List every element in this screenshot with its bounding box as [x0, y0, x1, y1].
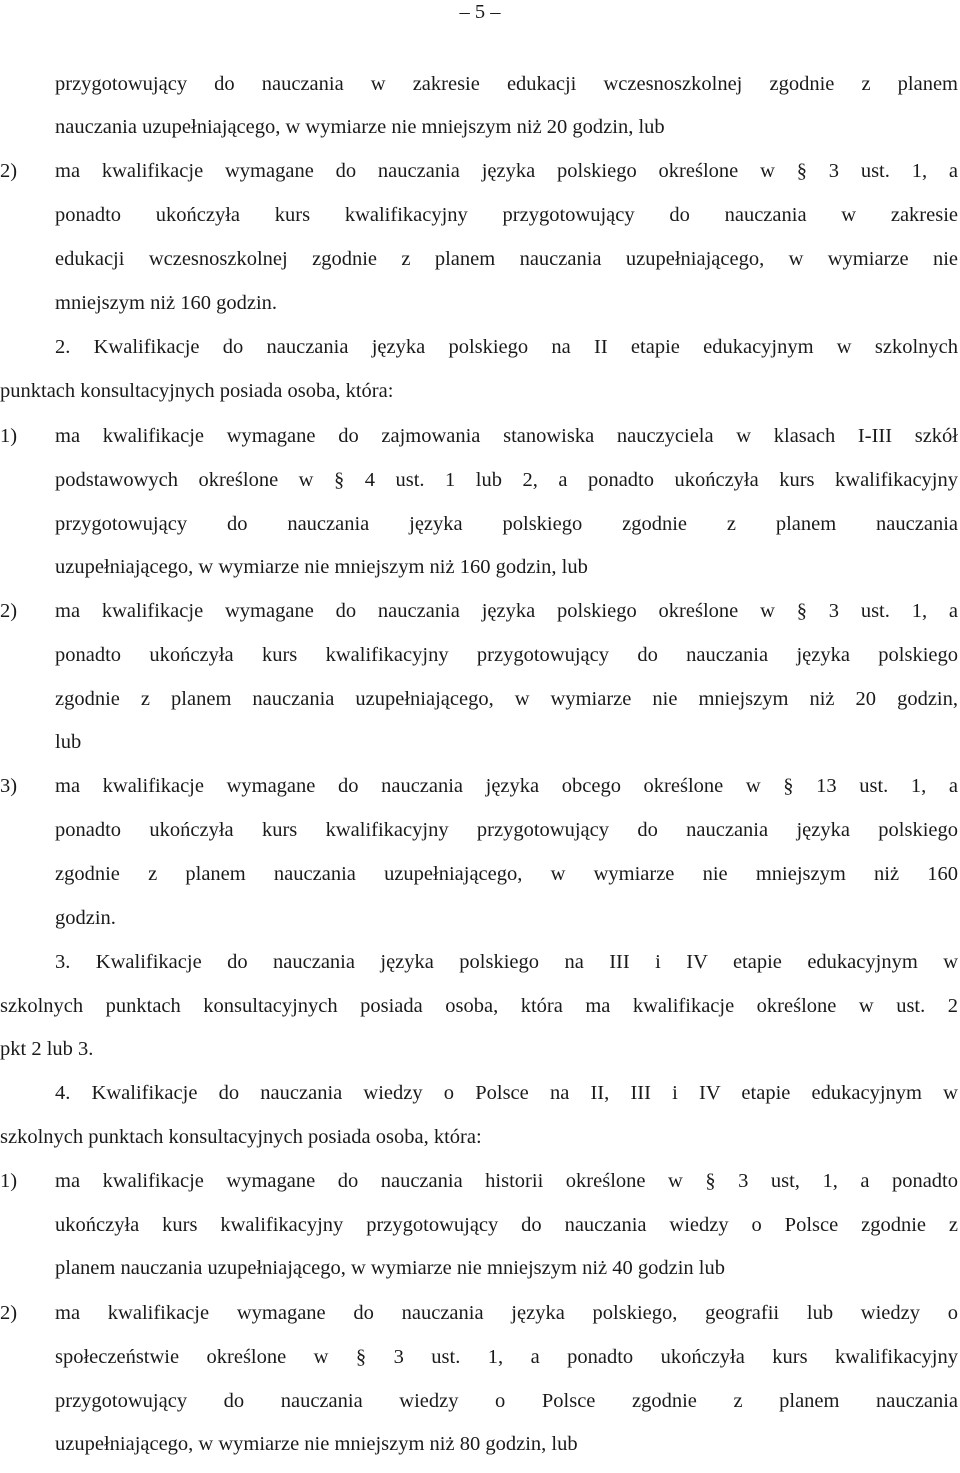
text-line: przygotowujący do nauczania w zakresie edukacji wczesnoszkolnej zgodnie z planem — [55, 73, 958, 95]
text-line: 4. Kwalifikacje do nauczania wiedzy o Polsce na II, III i IV etapie edukacyjnym w — [55, 1082, 958, 1104]
list-number: 3) — [0, 775, 18, 797]
list-number: 2) — [0, 1302, 18, 1324]
text-line: uzupełniającego, w wymiarze nie mniejszym niż 160 godzin, lub — [55, 556, 588, 578]
text-line: zgodnie z planem nauczania uzupełniającego, w wymiarze nie mniejszym niż 20 godzin, — [55, 688, 958, 710]
list-number: 1) — [0, 1170, 18, 1192]
text-line: 2. Kwalifikacje do nauczania języka polskiego na II etapie edukacyjnym w szkolnych — [55, 336, 958, 358]
text-line: 3. Kwalifikacje do nauczania języka polskiego na III i IV etapie edukacyjnym w — [55, 951, 958, 973]
text-line: planem nauczania uzupełniającego, w wymiarze nie mniejszym niż 40 godzin lub — [55, 1257, 725, 1279]
text-line: społeczeństwie określone w § 3 ust. 1, a ponadto ukończyła kurs kwalifikacyjny — [55, 1346, 958, 1368]
text-line: przygotowujący do nauczania wiedzy o Polsce zgodnie z planem nauczania — [55, 1390, 958, 1412]
text-line: przygotowujący do nauczania języka polskiego zgodnie z planem nauczania — [55, 513, 958, 535]
text-line: ma kwalifikacje wymagane do nauczania języka polskiego, geografii lub wiedzy o — [55, 1302, 958, 1324]
list-number: 1) — [0, 425, 18, 447]
text-line: szkolnych punktach konsultacyjnych posiada osoba, która ma kwalifikacje określone w ust. 2 — [0, 995, 958, 1017]
text-line: ponadto ukończyła kurs kwalifikacyjny przygotowujący do nauczania w zakresie — [55, 204, 958, 226]
text-line: ponadto ukończyła kurs kwalifikacyjny przygotowujący do nauczania języka polskiego — [55, 819, 958, 841]
text-line: mniejszym niż 160 godzin. — [55, 292, 278, 314]
text-line: ma kwalifikacje wymagane do nauczania języka polskiego określone w § 3 ust. 1, a — [55, 600, 958, 622]
text-line: edukacji wczesnoszkolnej zgodnie z planem nauczania uzupełniającego, w wymiarze nie — [55, 248, 958, 270]
text-line: punktach konsultacyjnych posiada osoba, która: — [0, 380, 394, 402]
text-line: lub — [55, 731, 82, 753]
list-number: 2) — [0, 160, 18, 182]
page-number: – 5 – — [459, 1, 501, 23]
text-line: ma kwalifikacje wymagane do nauczania języka polskiego określone w § 3 ust. 1, a — [55, 160, 958, 182]
text-line: ma kwalifikacje wymagane do nauczania historii określone w § 3 ust, 1, a ponadto — [55, 1170, 958, 1192]
text-line: zgodnie z planem nauczania uzupełniającego, w wymiarze nie mniejszym niż 160 — [55, 863, 958, 885]
text-line: pkt 2 lub 3. — [0, 1038, 94, 1060]
text-line: ukończyła kurs kwalifikacyjny przygotowujący do nauczania wiedzy o Polsce zgodnie z — [55, 1214, 958, 1236]
text-line: godzin. — [55, 907, 116, 929]
text-line: podstawowych określone w § 4 ust. 1 lub 2, a ponadto ukończyła kurs kwalifikacyjny — [55, 469, 958, 491]
text-line: ma kwalifikacje wymagane do nauczania języka obcego określone w § 13 ust. 1, a — [55, 775, 958, 797]
list-number: 2) — [0, 600, 18, 622]
text-line: szkolnych punktach konsultacyjnych posiada osoba, która: — [0, 1126, 482, 1148]
text-line: ma kwalifikacje wymagane do zajmowania stanowiska nauczyciela w klasach I-III szkół — [55, 425, 958, 447]
text-line: ponadto ukończyła kurs kwalifikacyjny przygotowujący do nauczania języka polskiego — [55, 644, 958, 666]
text-line: uzupełniającego, w wymiarze nie mniejszym niż 80 godzin, lub — [55, 1433, 578, 1455]
text-line: nauczania uzupełniającego, w wymiarze nie mniejszym niż 20 godzin, lub — [55, 116, 665, 138]
